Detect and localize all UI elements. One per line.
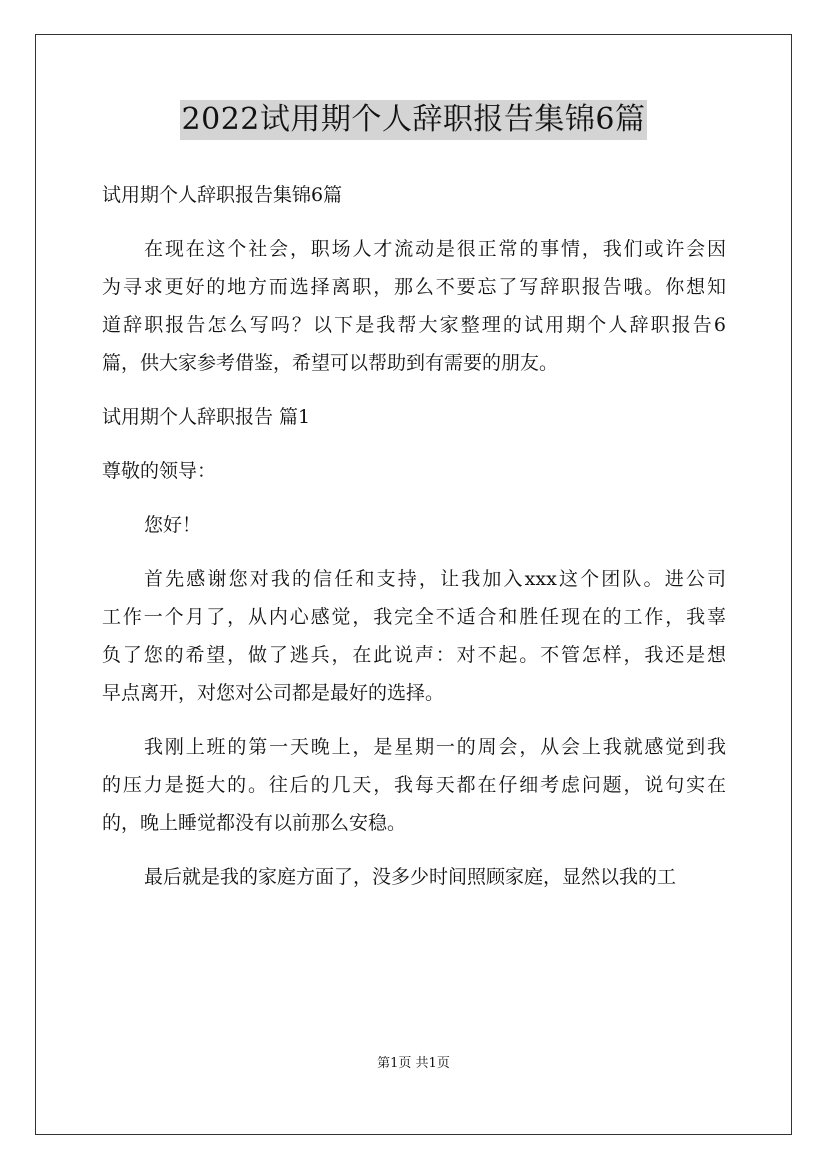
paragraph: [102, 230, 726, 382]
title-area: [0, 100, 827, 140]
document-body: [102, 176, 726, 912]
text-line: 试用期个人辞职报告 篇1: [102, 406, 311, 428]
paragraph: [102, 858, 726, 896]
paragraph: [102, 506, 726, 544]
text-line: 工作一个月了，从内心感觉，我完全不适合和胜任现在的工作，我辜: [102, 606, 726, 628]
paragraph: [102, 176, 726, 214]
text-line: 试用期个人辞职报告集锦6篇: [102, 184, 343, 206]
text-line: 我刚上班的第一天晚上，是星期一的周会，从会上我就感觉到我: [144, 736, 726, 758]
text-line: 的压力是挺大的。往后的几天，我每天都在仔细考虑问题，说句实在: [102, 774, 726, 796]
text-line: 的，晚上睡觉都没有以前那么安稳。: [102, 812, 407, 834]
text-line: 尊敬的领导：: [102, 460, 217, 482]
text-line: 首先感谢您对我的信任和支持，让我加入xxx这个团队。进公司: [144, 568, 726, 590]
text-line: 在现在这个社会，职场人才流动是很正常的事情，我们或许会因: [144, 238, 726, 260]
paragraph: [102, 398, 726, 436]
text-line: 最后就是我的家庭方面了，没多少时间照顾家庭，显然以我的工: [144, 866, 677, 888]
document-title: 2022试用期个人辞职报告集锦6篇: [180, 100, 648, 140]
text-line: 早点离开，对您对公司都是最好的选择。: [102, 682, 445, 704]
paragraph: [102, 728, 726, 842]
text-line: 您好！: [144, 514, 202, 536]
page-footer: 第1页 共1页: [377, 1056, 450, 1071]
text-line: 篇，供大家参考借鉴，希望可以帮助到有需要的朋友。: [102, 352, 559, 374]
paragraph: [102, 452, 726, 490]
paragraph: [102, 560, 726, 712]
text-line: 负了您的希望，做了逃兵，在此说声：对不起。不管怎样，我还是想: [102, 644, 726, 666]
text-line: 道辞职报告怎么写吗？以下是我帮大家整理的试用期个人辞职报告6: [102, 314, 726, 336]
text-line: 为寻求更好的地方而选择离职，那么不要忘了写辞职报告哦。你想知: [102, 276, 726, 298]
